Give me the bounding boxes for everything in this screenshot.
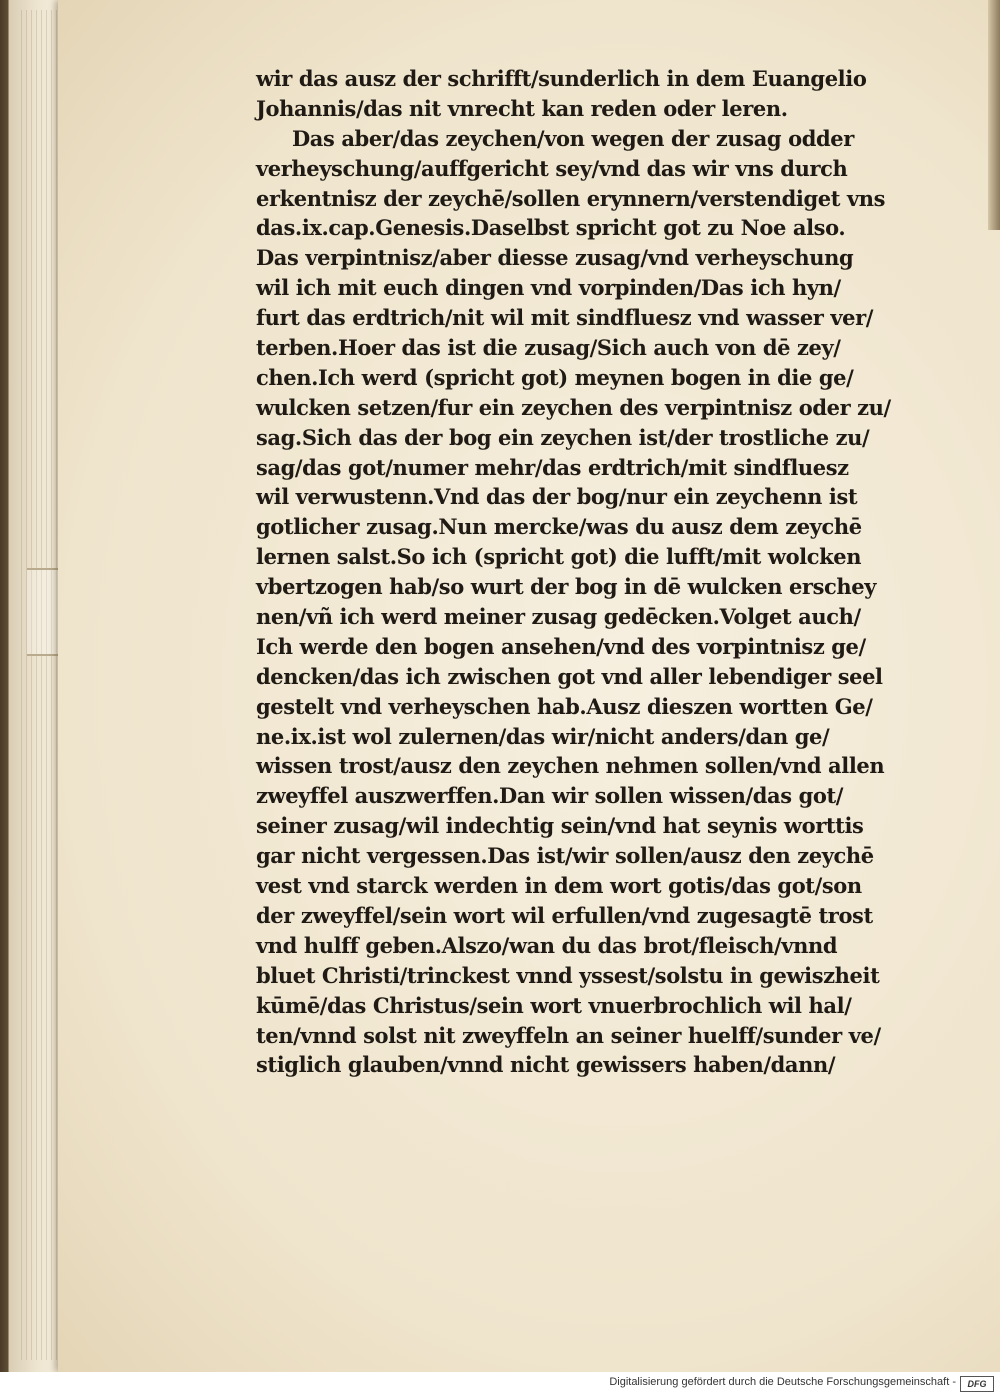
text-line: das.ix.cap.Genesis.Daselbst spricht got zu Noe also. [256, 215, 846, 241]
text-line: wulcken setzen/fur ein zeychen des verpintnisz oder zu/ [256, 394, 891, 420]
dfg-logo-icon: DFG [960, 1376, 994, 1392]
text-line: wil ich mit euch dingen vnd vorpinden/Das ich hyn/ [256, 275, 841, 301]
text-line: Das verpintnisz/aber diesse zusag/vnd verheyschung [256, 245, 854, 271]
text-line: chen.Ich werd (spricht got) meynen bogen in die ge/ [256, 364, 854, 390]
page-text [256, 64, 976, 1080]
text-line: verheyschung/auffgericht sey/vnd das wir vns durch [256, 155, 848, 181]
text-line: furt das erdtrich/nit wil mit sindfluesz vnd wasser ver/ [256, 305, 874, 331]
text-line: der zweyffel/sein wort wil erfullen/vnd zugesagtē trost [256, 902, 873, 928]
text-line: nen/vñ ich werd meiner zusag gedēcken.Volget auch/ [256, 604, 861, 630]
text-line: lernen salst.So ich (spricht got) die lufft/mit wolcken [256, 544, 862, 570]
text-line: vbertzogen hab/so wurt der bog in dē wulcken erschey [256, 574, 877, 600]
text-line: vnd hulff geben.Alszo/wan du das brot/fleisch/vnnd [256, 932, 838, 958]
text-line: sag.Sich das der bog ein zeychen ist/der trostliche zu/ [256, 424, 870, 450]
text-line: vest vnd starck werden in dem wort gotis/das got/son [256, 873, 862, 899]
text-line: kūmē/das Christus/sein wort vnuerbrochlich wil hal/ [256, 992, 852, 1018]
text-line: zweyffel auszwerffen.Dan wir sollen wissen/das got/ [256, 783, 844, 809]
text-line: stiglich glauben/vnnd nicht gewissers haben/dann/ [256, 1052, 836, 1078]
text-line: gar nicht vergessen.Das ist/wir sollen/ausz den zeychē [256, 843, 874, 869]
text-line: wissen trost/ausz den zeychen nehmen sollen/vnd allen [256, 753, 885, 779]
text-line: terben.Hoer das ist die zusag/Sich auch von dē zey/ [256, 335, 841, 361]
funding-notice: Digitalisierung gefördert durch die Deutsche Forschungsgemeinschaft - [609, 1376, 956, 1388]
text-line: ten/vnnd solst nit zweyffeln an seiner huelff/sunder ve/ [256, 1022, 881, 1048]
text-line: Johannis/das nit vnrecht kan reden oder leren. [256, 95, 788, 121]
text-line: dencken/das ich zwischen got vnd aller lebendiger seel [256, 663, 883, 689]
footer-bar [0, 1372, 1000, 1395]
binding-strip [988, 0, 1000, 230]
text-line: erkentnisz der zeychē/sollen erynnern/verstendiget vns [256, 185, 886, 211]
text-line: Das aber/das zeychen/von wegen der zusag odder [292, 125, 854, 151]
text-line: wil verwustenn.Vnd das der bog/nur ein zeychenn ist [256, 484, 858, 510]
text-line: ne.ix.ist wol zulernen/das wir/nicht anders/dan ge/ [256, 723, 830, 749]
text-line: wir das ausz der schrifft/sunderlich in dem Euangelio [256, 66, 867, 91]
text-line: gestelt vnd verheyschen hab.Ausz dieszen wortten Ge/ [256, 693, 873, 719]
text-line: gotlicher zusag.Nun mercke/was du ausz dem zeychē [256, 514, 862, 540]
text-line: sag/das got/numer mehr/das erdtrich/mit sindfluesz [256, 454, 849, 480]
text-line: seiner zusag/wil indechtig sein/vnd hat seynis worttis [256, 813, 864, 839]
text-line: bluet Christi/trinckest vnnd yssest/solstu in gewiszheit [256, 962, 880, 988]
text-line: Ich werde den bogen ansehen/vnd des vorpintnisz ge/ [256, 633, 866, 659]
